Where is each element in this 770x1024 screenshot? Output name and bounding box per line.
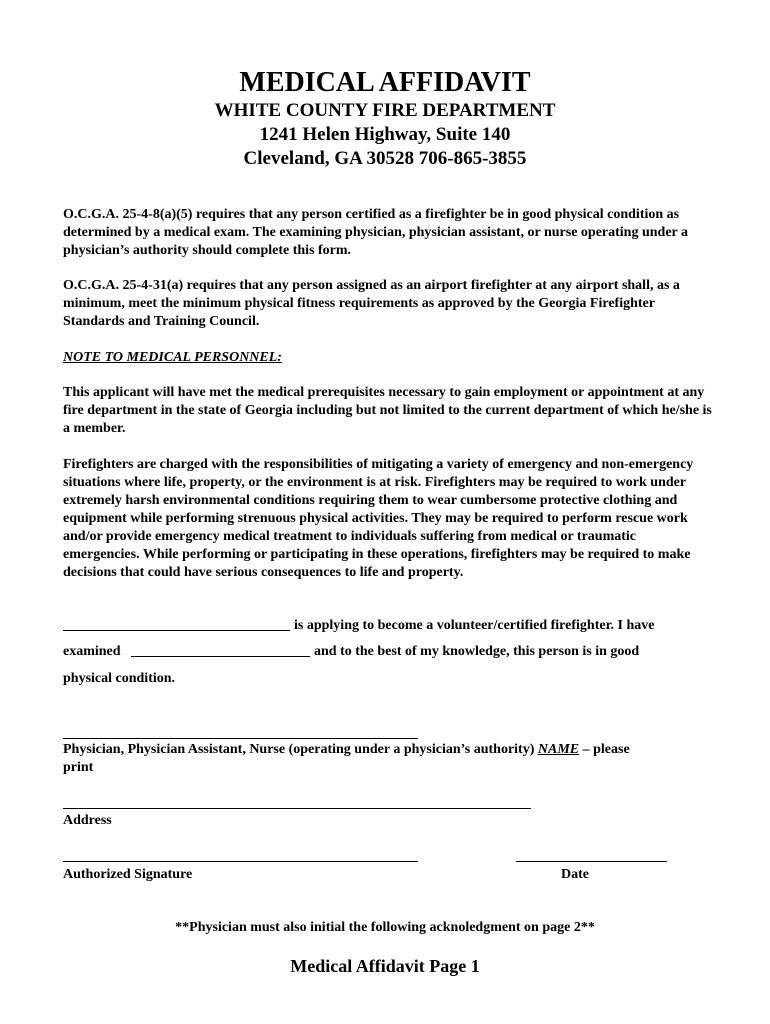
physician-name-line[interactable] xyxy=(63,738,418,739)
statement-line-3: physical condition. xyxy=(63,671,176,686)
statute-paragraph-2: O.C.G.A. 25-4-31(a) requires that any person assigned as an airport firefighter at any airport shall, as a minimum, meet the minimum physical fitness requirements as approved by the Georgia Firefighter Standards and Training Council. xyxy=(63,278,680,329)
signature-label: Authorized Signature xyxy=(63,867,193,882)
department-street: 1241 Helen Highway, Suite 140 xyxy=(259,124,511,145)
document-title: MEDICAL AFFIDAVIT xyxy=(239,67,531,98)
statement-line-2-suffix: and to the best of my knowledge, this person is in good xyxy=(314,644,640,659)
date-label: Date xyxy=(561,867,589,882)
name-label-suffix: – please xyxy=(579,742,630,757)
name-label-emphasis: NAME xyxy=(537,742,580,757)
date-line[interactable] xyxy=(516,861,667,862)
examined-name-blank[interactable] xyxy=(131,656,310,657)
physician-initial-note: **Physician must also initial the following acknoledgment on page 2** xyxy=(175,920,595,935)
name-label-prefix: Physician, Physician Assistant, Nurse (operating under a physician’s authority) xyxy=(63,742,538,757)
physician-name-label-line-2: print xyxy=(63,760,94,775)
physician-name-label xyxy=(63,741,630,759)
statute-paragraph-1: O.C.G.A. 25-4-8(a)(5) requires that any person certified as a firefighter be in good physical condition as determined by a medical exam. The examining physician, physician assistant, or nurse operating under a physician’s authority should complete this form. xyxy=(63,207,688,258)
applicant-paragraph: This applicant will have met the medical prerequisites necessary to gain employment or appointment at any fire department in the state of Georgia including but not limited to the current department of which he/she is a member. xyxy=(63,385,712,436)
firefighter-duties-paragraph: Firefighters are charged with the responsibilities of mitigating a variety of emergency and non-emergency situations where life, property, or the environment is at risk. Firefighters may be required to work under extremely harsh environmental conditions requiring them to wear cumbersome protective clothing and equipment while performing strenuous physical activities. They may be required to perform rescue work and/or provide emergency medical treatment to individuals suffering from medical or traumatic emergencies. While performing or participating in these operations, firefighters may be required to make decisions that could have serious consequences to life and property. xyxy=(63,457,694,580)
signature-line[interactable] xyxy=(63,861,418,862)
statement-line-1: is applying to become a volunteer/certified firefighter. I have xyxy=(294,618,655,633)
page-footer-label: Medical Affidavit Page 1 xyxy=(290,956,480,976)
note-heading: NOTE TO MEDICAL PERSONNEL: xyxy=(63,350,282,365)
department-name: WHITE COUNTY FIRE DEPARTMENT xyxy=(214,100,556,121)
applicant-name-blank[interactable] xyxy=(63,630,290,631)
statement-line-2-prefix: examined xyxy=(63,644,121,659)
department-city-phone: Cleveland, GA 30528 706-865-3855 xyxy=(243,148,527,169)
address-label: Address xyxy=(63,813,112,828)
address-line[interactable] xyxy=(63,808,531,809)
